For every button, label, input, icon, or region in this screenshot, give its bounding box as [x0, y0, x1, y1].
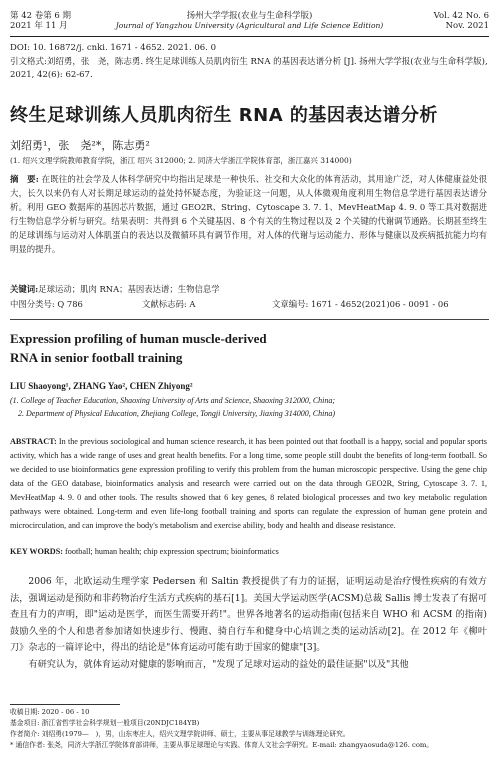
issue-date-cn: 2021 年 11 月 [10, 21, 68, 31]
body-paragraph: 有研究认为，就体育运动对健康的影响而言，"发现了足球对运动的益处的最佳证据"以及"其他 [28, 658, 409, 670]
doi-line[interactable]: DOI: 10. 16872/j. cnki. 1671 - 4652. 2021. 06. 0 [10, 43, 216, 53]
abstract-cn-text: 在既往的社会学及人体科学研究中均指出足球是一种快乐、社交和大众化的体育活动，其用途广泛，对人体健康益处很大，长久以来仍有人对长期足球运动的益处持怀疑态度，为验证这一问题，从人体微观角度利用生物信息学进行基因表达谱分析。利用 GEO 数据库的基因芯片数据，通过 GEO2R、String、Cytoscape 3. 7. 1、MevHeatMap 4. 9. 0 等工具对数据进行生物信息学分析与研究。结果表明：共得到 6 个关键基因、8 个有关的生物过程以及 2 个关键的代谢调节通路。长期甚至终生的足球训练与运动对人体肌蛋白的表达以及微循环具有调节作用，对人体的代谢与运动能力、形体与健康以及疾病抵抗能力均有明显的提升。 [10, 174, 487, 254]
citation-label: 引文格式: [10, 57, 47, 67]
authors-en: LIU Shaoyong¹, ZHANG Yao², CHEN Zhiyong² [10, 381, 193, 391]
keywords-en-label: KEY WORDS: [10, 547, 63, 556]
body-paragraph: 2006 年，北欧运动生理学家 Pedersen 和 Saltin 教授提供了有力的证据，证明运动是治疗慢性疾病的有效方法，强调运动是预防和非药物治疗生活方式疾病的基石[1]。美国大学运动医学(ACSM)总裁 Sallis 博士发表了有据可查且有力的声明，即"运动是医学，而医生需要开药!"。世界各地著名的运动指南(包括来自 WHO 和 ACSM 的指南)鼓励久坐的个人和患者参加诸如快速步行、慢跑、骑自行车和健身中心培训之类的运动活动[2]。在 2012 年《柳叶刀》杂志的一篇评论中，得出的结论是"体育运动可能有助于国家的健康"[3]。 [10, 576, 487, 653]
footnote-funding: 基金项目: 浙江省哲学社会科学规划一般项目(20NDJC184YB) [10, 719, 200, 727]
running-header [10, 11, 489, 35]
section-rule [10, 319, 489, 320]
citation-text: 刘绍勇，张 尧，陈志勇. 终生足球训练人员肌肉衍生 RNA 的基因表达谱分析 [J]. 扬州大学学报(农业与生命科学版), 2021, 42(6): 62-67. [10, 57, 488, 80]
keywords-en [10, 547, 489, 556]
issue-date-en: Nov. 2021 [445, 21, 489, 31]
affiliations-en [10, 394, 489, 420]
volume-issue: 第 42 卷第 6 期 [10, 11, 72, 21]
volume-en: Vol. 42 No. 6 [433, 11, 489, 21]
footnote-author: 作者简介: 刘绍勇(1979— )，男，山东枣庄人，绍兴文理学院讲师、硕士，主要从事足球教学与训练理论研究。 [10, 730, 350, 738]
affil-en-1: (1. College of Teacher Education, Shaoxing University of Arts and Science, Shaoxing 312000, China; [10, 396, 336, 405]
journal-name-cn: 扬州大学学报(农业与生命科学版) [186, 11, 313, 21]
keywords-cn-text: 足球运动；肌肉 RNA；基因表达谱；生物信息学 [38, 284, 220, 294]
title-en-line2: RNA in senior football training [10, 350, 183, 365]
footnote-rule [10, 704, 120, 705]
article-title-en [10, 329, 267, 367]
document-code: 文献标志码: A [142, 299, 196, 309]
article-number: 文章编号: 1671 - 4652(2021)06 - 0091 - 06 [272, 299, 449, 309]
keywords-en-text: football; human health; chip expression spectrum; bioinformatics [65, 547, 279, 556]
abstract-en [10, 435, 487, 533]
abstract-en-label: ABSTRACT: [10, 437, 57, 446]
body-text [10, 574, 487, 673]
footnotes [10, 707, 489, 751]
header-right [434, 11, 489, 31]
abstract-cn [10, 172, 487, 256]
footnote-received: 收稿日期: 2020 - 06 - 10 [10, 708, 90, 716]
abstract-cn-label: 摘 要: [10, 174, 39, 184]
header-rule [10, 36, 489, 37]
title-en-line1: Expression profiling of human muscle-derived [10, 331, 267, 346]
citation-format [10, 56, 489, 82]
article-title-cn: 终生足球训练人员肌肉衍生 RNA 的基因表达谱分析 [10, 105, 438, 126]
class-number: 中图分类号: Q 786 [10, 299, 83, 309]
journal-name-en: Journal of Yangzhou University (Agricultural and Life Science Edition) [115, 21, 384, 30]
footnote-corresponding: * 通信作者: 张尧，同济大学浙江学院体育部讲师，主要从事足球理论与实践、体育人文社会学研究。E-mail: zhangyaosuda@126. com。 [10, 741, 434, 749]
affil-en-2: 2. Department of Physical Education, Zhejiang College, Tongji University, Jiaxing 314000, China) [18, 409, 336, 418]
header-center [10, 11, 489, 31]
keywords-cn [10, 283, 489, 295]
authors-cn: 刘绍勇¹，张 尧²*，陈志勇² [10, 139, 150, 152]
keywords-cn-label: 关键词: [10, 284, 39, 294]
abstract-en-text: In the previous sociological and human science research, it has been pointed out that football is a happy, social and popular sports activity, which has a wide range of uses and great health benefits. For a long time, some people still doubt the benefits of long-term football. So we decided to use bioinformatics gene expression profiling to verify this problem from the human microscopic perspective. Using the gene chip data of the GEO database, bioinformatics analysis and research were carried out on the data through GEO2R, String, Cytoscape 3. 7. 1, MevHeatMap 4. 9. 0 and other tools. The results showed that 6 key genes, 8 related biological processes and two key metabolic regulation pathways were obtained. Long-term and even life-long football training and sports can regulate the expression of human gene protein and microcirculation, and can improve the body's metabolism and exercise ability, body and health and disease resistance. [10, 437, 487, 530]
affiliations-cn: (1. 绍兴文理学院教师教育学院，浙江 绍兴 312000; 2. 同济大学浙江学院体育部，浙江嘉兴 314000) [10, 156, 352, 165]
